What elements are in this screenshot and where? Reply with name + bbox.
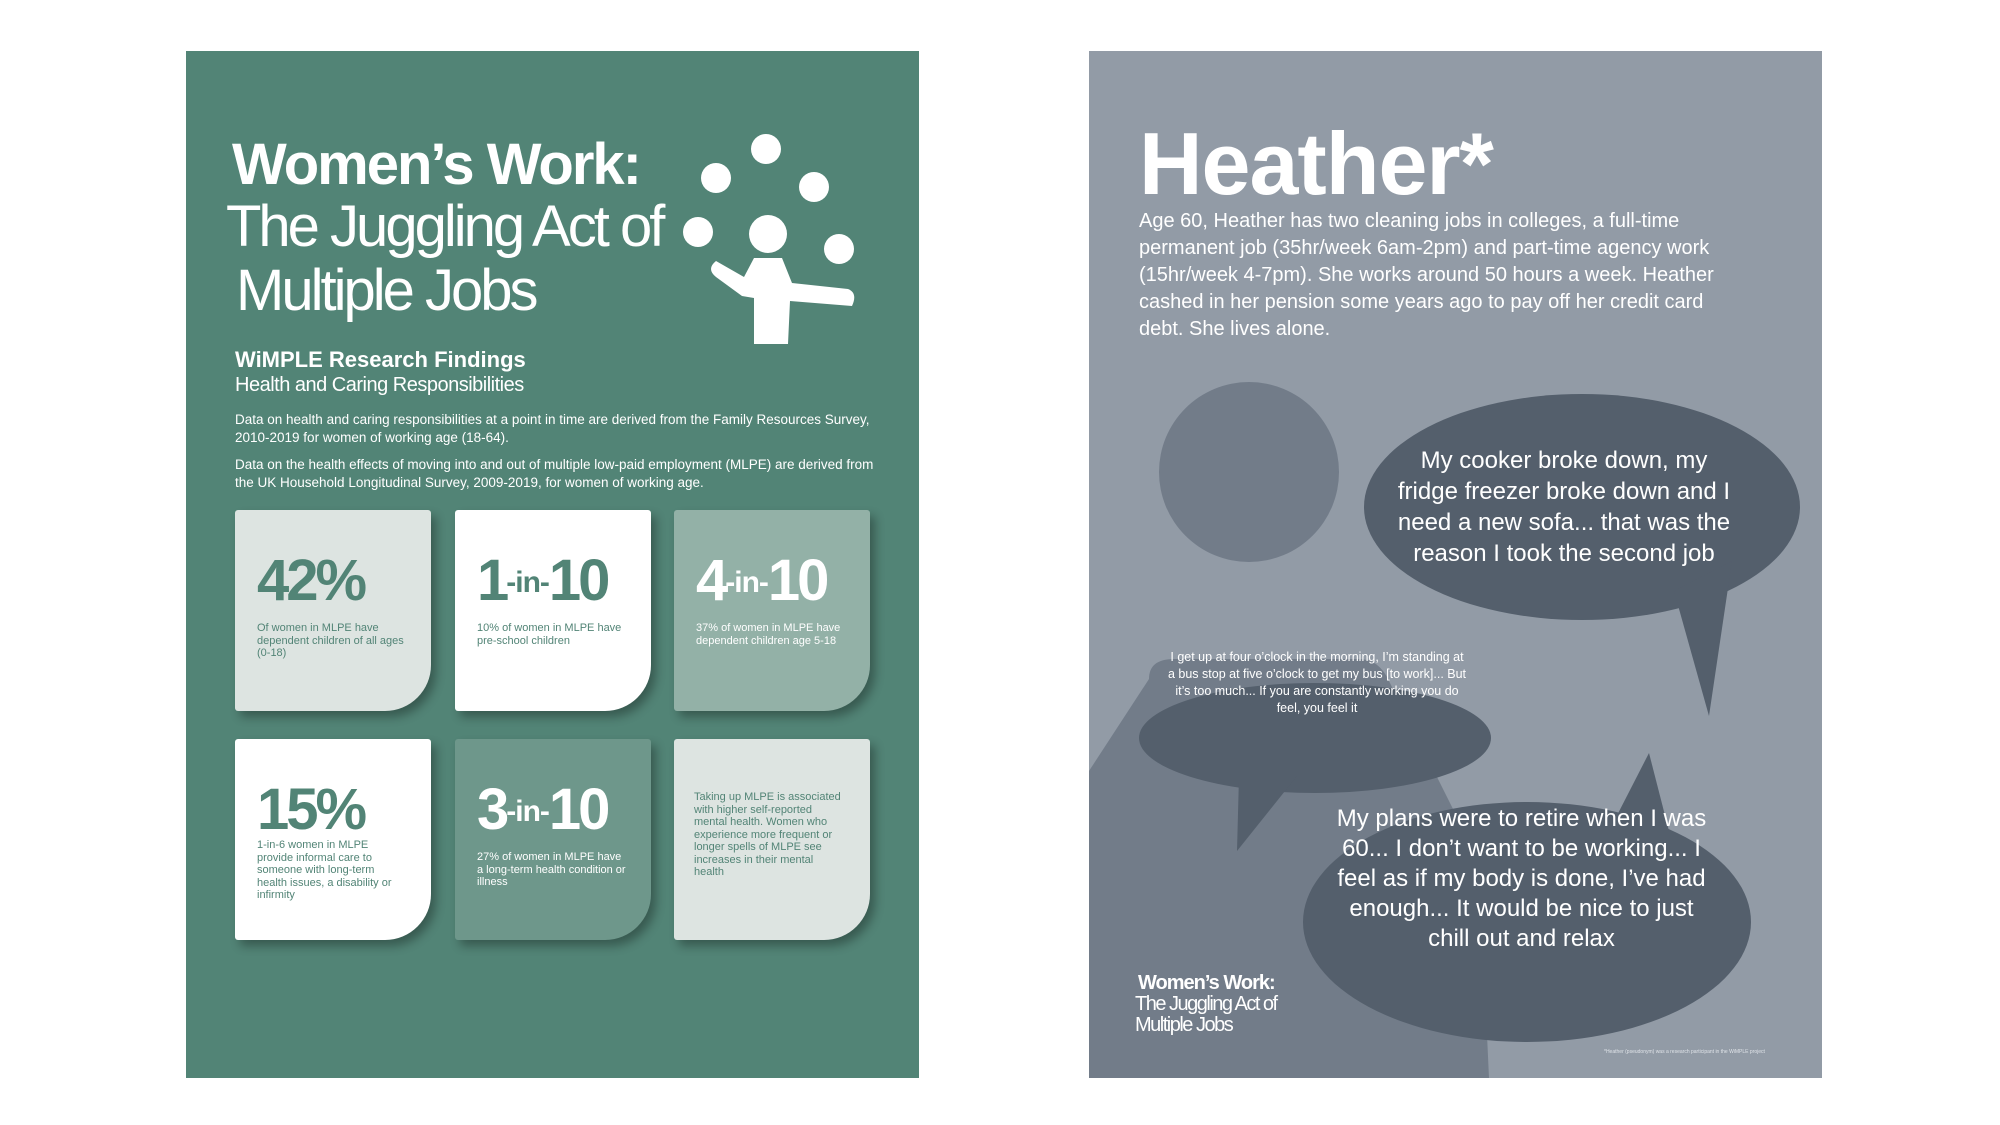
intro-paragraph-2: Data on the health effects of moving into and out of multiple low-paid employment (MLPE) are derived from the UK Household Longitudinal Survey, 2009-2019, for women of working age. bbox=[235, 457, 874, 490]
stat-card bbox=[455, 510, 651, 711]
quote-bubble-1: My cooker broke down, my fridge freezer broke down and I need a new sofa... that was the reason I took the second job bbox=[1397, 447, 1731, 567]
profile-name: Heather* bbox=[1139, 114, 1493, 213]
stat-description: 37% of women in MLPE have dependent children age 5-18 bbox=[696, 622, 841, 647]
stat-description: Taking up MLPE is associated with higher self-reported mental health. Women who experience more frequent or longer spells of MLPE see increases in their mental health bbox=[694, 791, 841, 878]
section-subtitle: Health and Caring Responsibilities bbox=[235, 374, 524, 396]
stat-value: 4-in-10 bbox=[696, 548, 827, 613]
stat-description: Of women in MLPE have dependent children of all ages (0-18) bbox=[257, 622, 404, 659]
poster-title-line-1: Women’s Work: bbox=[232, 132, 640, 197]
stat-value: 1-in-10 bbox=[477, 548, 608, 613]
stat-card bbox=[235, 739, 431, 940]
intro-paragraph-1: Data on health and caring responsibilities at a point in time are derived from the Family Resources Survey, 2010-2019 for women of working age (18-64). bbox=[235, 412, 870, 445]
stat-card bbox=[674, 510, 870, 711]
poster-title-line-3: Multiple Jobs bbox=[236, 258, 536, 323]
quote-bubble-2: I get up at four o’clock in the morning, I’m standing at a bus stop at five o’clock to get my bus [to work]... But it’s too much... If you are constantly working you do feel, you feel it bbox=[1167, 650, 1467, 715]
quote-bubble-3: My plans were to retire when I was 60... I don’t want to be working... I feel as if my body is done, I’ve had enough... It would be nice to just chill out and relax bbox=[1336, 805, 1707, 952]
juggler-icon bbox=[676, 131, 896, 361]
footer-title-line-2: The Juggling Act of bbox=[1135, 993, 1277, 1015]
stat-value: 15% bbox=[257, 777, 365, 842]
stat-value: 3-in-10 bbox=[477, 777, 608, 842]
poster-left bbox=[186, 51, 919, 1078]
footer-title-line-3: Multiple Jobs bbox=[1135, 1014, 1233, 1036]
footer-title-line-1: Women’s Work: bbox=[1138, 972, 1275, 994]
stat-card bbox=[235, 510, 431, 711]
footnote: *Heather (pseudonym) was a research participant in the WiMPLE project bbox=[1604, 1049, 1765, 1055]
stat-card bbox=[455, 739, 651, 940]
poster-title-line-2: The Juggling Act of bbox=[226, 194, 663, 259]
stat-description: 10% of women in MLPE have pre-school children bbox=[477, 622, 622, 647]
stat-card bbox=[674, 739, 870, 940]
stat-description: 27% of women in MLPE have a long-term health condition or illness bbox=[477, 851, 626, 888]
stat-value: 42% bbox=[257, 548, 365, 613]
section-title: WiMPLE Research Findings bbox=[235, 347, 526, 372]
stat-description: 1-in-6 women in MLPE provide informal care to someone with long-term health issues, a disability or infirmity bbox=[257, 839, 392, 901]
profile-bio: Age 60, Heather has two cleaning jobs in colleges, a full-time permanent job (35hr/week 6am-2pm) and part-time agency work (15hr/week 4-7pm). She works around 50 hours a week. Heather cashed in her pension some years ago to pay off her credit card debt. She lives alone. bbox=[1139, 210, 1714, 340]
poster-right bbox=[1089, 51, 1822, 1078]
